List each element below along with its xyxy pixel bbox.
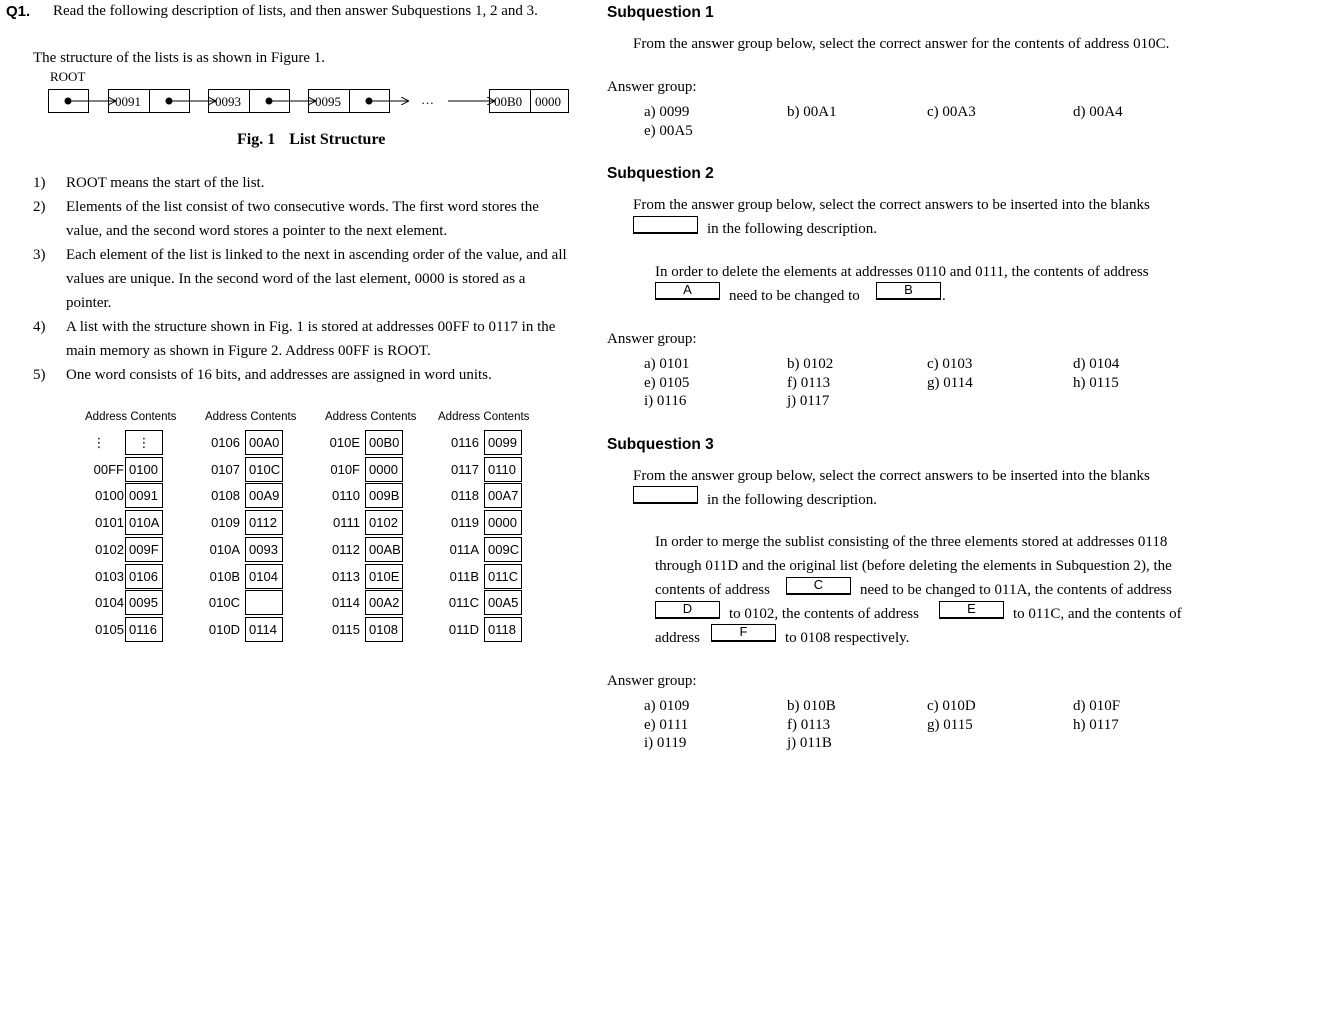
answer-option: d) 0104 bbox=[1073, 356, 1120, 372]
answer-option: c) 0103 bbox=[927, 356, 973, 372]
answer-option: i) 0119 bbox=[644, 735, 687, 751]
memory-contents: 010C bbox=[245, 457, 283, 482]
description-text: . bbox=[942, 288, 946, 304]
item-text: values are unique. In the second word of the last element, 0000 is stored as a bbox=[66, 271, 526, 287]
list-arrows bbox=[0, 0, 600, 140]
memory-address: 010B bbox=[209, 568, 240, 584]
answer-option: e) 00A5 bbox=[644, 123, 693, 139]
blank-e: E bbox=[939, 601, 1004, 619]
item-text: pointer. bbox=[66, 295, 112, 311]
description-text: need to be changed to bbox=[729, 288, 860, 304]
memory-contents: 010E bbox=[365, 564, 403, 589]
memory-address: 0102 bbox=[95, 541, 124, 557]
memory-contents: 0116 bbox=[125, 617, 163, 642]
answer-group-label: Answer group: bbox=[607, 331, 697, 347]
list-ellipsis: … bbox=[421, 92, 434, 107]
item-text: A list with the structure shown in Fig. 1 is stored at addresses 00FF to 0117 in the bbox=[66, 319, 556, 335]
node-pointer: 0000 bbox=[535, 94, 561, 109]
memory-contents: 011C bbox=[484, 564, 522, 589]
figure-caption bbox=[237, 131, 385, 149]
memory-contents: 0100 bbox=[125, 457, 163, 482]
memory-contents: 0093 bbox=[245, 537, 283, 562]
memory-address: 0108 bbox=[211, 488, 240, 504]
answer-option: b) 00A1 bbox=[787, 104, 837, 120]
memory-address: 00FF bbox=[93, 461, 124, 477]
blank-a: A bbox=[655, 282, 720, 300]
blank-b: B bbox=[876, 282, 941, 300]
memory-address: 0115 bbox=[332, 621, 360, 637]
blank-box bbox=[633, 486, 698, 504]
memory-contents: 00A0 bbox=[245, 430, 283, 455]
memory-address: 010F bbox=[330, 461, 360, 477]
item-number: 1) bbox=[33, 175, 46, 191]
answer-option: f) 0113 bbox=[787, 375, 831, 391]
node-value: 00B0 bbox=[494, 94, 523, 109]
answer-option: e) 0105 bbox=[644, 375, 690, 391]
memory-contents: 0110 bbox=[484, 457, 522, 482]
answer-option: d) 00A4 bbox=[1073, 104, 1123, 120]
memory-address: 0112 bbox=[332, 541, 360, 557]
memory-contents: 0000 bbox=[484, 510, 522, 535]
description-text: need to be changed to 011A, the contents of address bbox=[860, 582, 1172, 598]
item-number: 5) bbox=[33, 367, 46, 383]
memory-contents: 0104 bbox=[245, 564, 283, 589]
answer-option: a) 0101 bbox=[644, 356, 690, 372]
memory-contents: 0112 bbox=[245, 510, 283, 535]
answer-option: d) 010F bbox=[1073, 698, 1121, 714]
memory-address: 011A bbox=[449, 541, 479, 557]
memory-contents: 009F bbox=[125, 537, 163, 562]
subquestion-title: Subquestion 3 bbox=[607, 436, 714, 453]
answer-option: a) 0109 bbox=[644, 698, 690, 714]
memory-header: Address Contents bbox=[438, 411, 530, 423]
memory-address: 0116 bbox=[451, 435, 479, 450]
answer-option: g) 0114 bbox=[927, 375, 973, 391]
question-label: Q1. bbox=[6, 3, 31, 20]
memory-address: 0105 bbox=[95, 621, 124, 637]
memory-header: Address Contents bbox=[325, 411, 417, 423]
answer-option: f) 0113 bbox=[787, 717, 831, 733]
description-text: address bbox=[655, 630, 700, 646]
memory-contents: 0091 bbox=[125, 483, 163, 508]
answer-option: a) 0099 bbox=[644, 104, 690, 120]
memory-address: 0106 bbox=[211, 435, 240, 450]
subquestion-prompt: From the answer group below, select the correct answers to be inserted into the blanks bbox=[633, 468, 1150, 484]
subquestion-prompt: From the answer group below, select the correct answer for the contents of address 010C. bbox=[633, 36, 1170, 52]
answer-option: i) 0116 bbox=[644, 393, 687, 409]
node-value: 0093 bbox=[215, 94, 241, 109]
memory-contents: 00A2 bbox=[365, 590, 403, 615]
memory-address: 0111 bbox=[333, 515, 360, 531]
memory-address: 010A bbox=[209, 541, 240, 557]
answer-option: g) 0115 bbox=[927, 717, 973, 733]
memory-contents: 009C bbox=[484, 537, 522, 562]
description-text: to 011C, and the contents of bbox=[1013, 606, 1182, 622]
memory-address: 0110 bbox=[332, 488, 360, 504]
memory-address: 0117 bbox=[451, 461, 479, 477]
subquestion-prompt: From the answer group below, select the correct answers to be inserted into the blanks bbox=[633, 197, 1150, 213]
subquestion-prompt: in the following description. bbox=[707, 492, 877, 508]
memory-header: Address Contents bbox=[85, 411, 177, 423]
memory-contents: 0102 bbox=[365, 510, 403, 535]
memory-address: 0103 bbox=[95, 568, 124, 584]
root-label: ROOT bbox=[50, 69, 86, 84]
description-text: to 0102, the contents of address bbox=[729, 606, 919, 622]
structure-text: The structure of the lists is as shown in Figure 1. bbox=[33, 50, 326, 66]
memory-address: 0114 bbox=[332, 595, 360, 611]
memory-contents: ⋮ bbox=[125, 430, 163, 455]
item-number: 2) bbox=[33, 199, 46, 215]
answer-option: j) 011B bbox=[787, 735, 832, 751]
memory-contents: 00A9 bbox=[245, 483, 283, 508]
subquestion-prompt: in the following description. bbox=[707, 221, 877, 237]
memory-contents bbox=[245, 590, 283, 615]
answer-option: h) 0117 bbox=[1073, 717, 1119, 733]
subquestion-title: Subquestion 1 bbox=[607, 4, 714, 21]
memory-address: 010D bbox=[208, 621, 240, 637]
item-text: One word consists of 16 bits, and addresses are assigned in word units. bbox=[66, 367, 492, 383]
memory-contents: 0099 bbox=[484, 430, 522, 455]
memory-address: 0100 bbox=[95, 488, 124, 504]
memory-contents: 00AB bbox=[365, 537, 403, 562]
answer-option: c) 00A3 bbox=[927, 104, 976, 120]
memory-contents: 00B0 bbox=[365, 430, 403, 455]
memory-address: 0104 bbox=[95, 595, 124, 611]
answer-option: c) 010D bbox=[927, 698, 976, 714]
description-text: through 011D and the original list (before deleting the elements in Subquestion 2), the bbox=[655, 558, 1172, 574]
memory-contents: 010A bbox=[125, 510, 163, 535]
memory-address: 0109 bbox=[211, 515, 240, 531]
description-text: contents of address bbox=[655, 582, 770, 598]
memory-address: 0113 bbox=[332, 568, 360, 584]
memory-contents: 009B bbox=[365, 483, 403, 508]
memory-address: 011C bbox=[448, 595, 479, 611]
memory-address: 0118 bbox=[451, 488, 479, 504]
memory-contents: 0095 bbox=[125, 590, 163, 615]
answer-group-label: Answer group: bbox=[607, 673, 697, 689]
item-number: 4) bbox=[33, 319, 46, 335]
memory-contents: 0000 bbox=[365, 457, 403, 482]
subquestion-title: Subquestion 2 bbox=[607, 165, 714, 182]
memory-address: 0107 bbox=[211, 461, 240, 477]
description-text: to 0108 respectively. bbox=[785, 630, 910, 646]
answer-group-label: Answer group: bbox=[607, 79, 697, 95]
memory-address: 010C bbox=[208, 595, 240, 611]
item-text: value, and the second word stores a pointer to the next element. bbox=[66, 223, 448, 239]
memory-address: 011B bbox=[449, 568, 479, 584]
answer-option: b) 010B bbox=[787, 698, 836, 714]
memory-contents: 00A7 bbox=[484, 483, 522, 508]
memory-contents: 0118 bbox=[484, 617, 522, 642]
description-text: In order to delete the elements at addresses 0110 and 0111, the contents of address bbox=[655, 264, 1149, 280]
memory-contents: 00A5 bbox=[484, 590, 522, 615]
item-number: 3) bbox=[33, 247, 46, 263]
answer-option: h) 0115 bbox=[1073, 375, 1119, 391]
item-text: Each element of the list is linked to the next in ascending order of the value, and all bbox=[66, 247, 567, 263]
memory-address: 010E bbox=[329, 435, 360, 450]
figure-title: List Structure bbox=[289, 131, 386, 148]
node-value: 0091 bbox=[115, 94, 141, 109]
memory-address: 0101 bbox=[95, 515, 124, 531]
memory-address: ⋮ bbox=[92, 435, 106, 450]
answer-option: b) 0102 bbox=[787, 356, 834, 372]
blank-box bbox=[633, 216, 698, 234]
memory-header: Address Contents bbox=[205, 411, 297, 423]
memory-contents: 0108 bbox=[365, 617, 403, 642]
figure-number: Fig. 1 bbox=[237, 131, 276, 148]
item-text: Elements of the list consist of two consecutive words. The first word stores the bbox=[66, 199, 539, 215]
description-text: In order to merge the sublist consisting of the three elements stored at addresses 0118 bbox=[655, 534, 1168, 550]
memory-address: 011D bbox=[448, 621, 479, 637]
memory-contents: 0106 bbox=[125, 564, 163, 589]
answer-option: j) 0117 bbox=[787, 393, 830, 409]
memory-contents: 0114 bbox=[245, 617, 283, 642]
blank-c: C bbox=[786, 577, 851, 595]
memory-address: 0119 bbox=[451, 515, 479, 531]
blank-d: D bbox=[655, 601, 720, 619]
answer-option: e) 0111 bbox=[644, 717, 689, 733]
node-value: 0095 bbox=[315, 94, 341, 109]
question-intro: Read the following description of lists, and then answer Subquestions 1, 2 and 3. bbox=[53, 3, 538, 19]
item-text: ROOT means the start of the list. bbox=[66, 175, 265, 191]
blank-f: F bbox=[711, 624, 776, 642]
item-text: main memory as shown in Figure 2. Address 00FF is ROOT. bbox=[66, 343, 431, 359]
